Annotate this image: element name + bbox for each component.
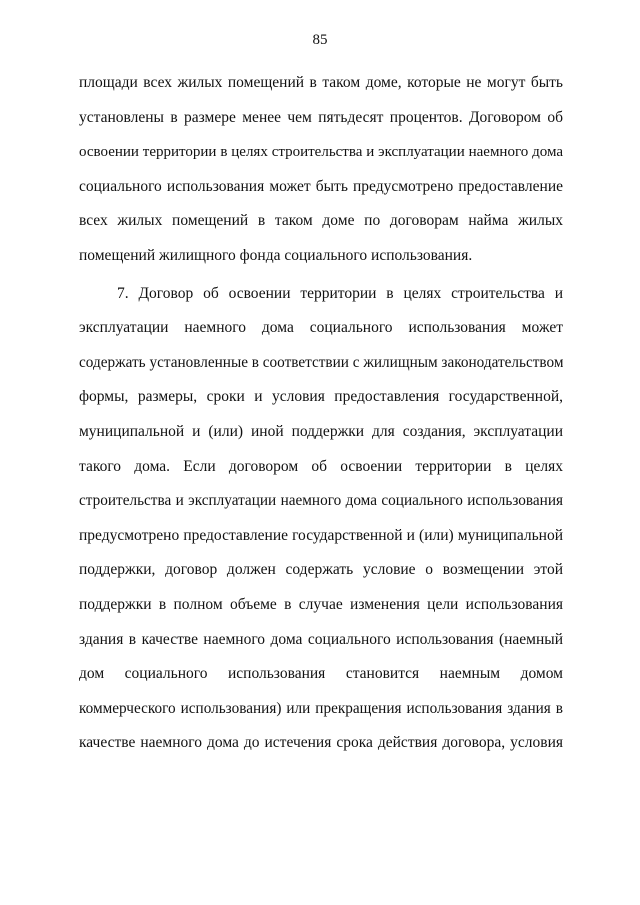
text-line: здания в качестве наемного дома социального использования (наемный (79, 630, 563, 648)
text-line: строительства и эксплуатации наемного дома социального использования (79, 492, 563, 510)
text-line: эксплуатации наемного дома социального использования может (79, 319, 563, 337)
text-line: 7. Договор об освоении территории в целях строительства и (117, 284, 563, 302)
text-line: коммерческого использования) или прекращения использования здания в (79, 699, 563, 717)
text-line: такого дома. Если договором об освоении территории в целях (79, 457, 563, 475)
text-line: поддержки, договор должен содержать условие о возмещении этой (79, 561, 563, 579)
paragraph-item-7 (79, 277, 563, 761)
text-line: поддержки в полном объеме в случае изменения цели использования (79, 595, 563, 613)
text-line: содержать установленные в соответствии с жилищным законодательством (79, 353, 563, 371)
text-line: установлены в размере менее чем пятьдесят процентов. Договором об (79, 108, 563, 126)
text-line: всех жилых помещений в таком доме по договорам найма жилых (79, 212, 563, 230)
text-line: освоении территории в целях строительства и эксплуатации наемного дома (79, 144, 563, 161)
document-body (79, 66, 563, 761)
page-number: 85 (312, 32, 328, 48)
text-line: формы, размеры, сроки и условия предоставления государственной, (79, 388, 563, 406)
paragraph-continuation (79, 66, 563, 274)
text-line: качестве наемного дома до истечения срока действия договора, условия (79, 734, 563, 752)
text-line: муниципальной и (или) иной поддержки для создания, эксплуатации (79, 422, 563, 440)
text-line: социального использования может быть предусмотрено предоставление (79, 177, 563, 195)
text-line: дом социального использования становится наемным домом (79, 665, 563, 683)
text-line: площади всех жилых помещений в таком доме, которые не могут быть (79, 74, 563, 91)
text-line: помещений жилищного фонда социального использования. (79, 246, 473, 264)
text-line: предусмотрено предоставление государственной и (или) муниципальной (79, 526, 563, 544)
